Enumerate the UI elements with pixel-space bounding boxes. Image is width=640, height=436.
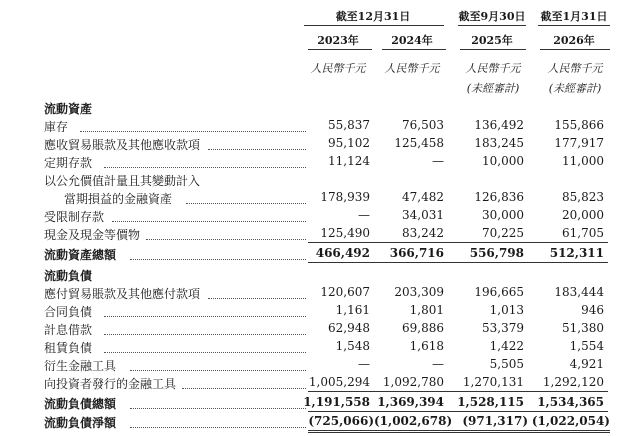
value-2024: — <box>432 357 444 371</box>
header-unit-2023: 人民幣千元 <box>310 62 366 75</box>
net-double-rule <box>308 430 610 433</box>
header-unaudited-2025: (未經審計) <box>466 82 520 95</box>
row-label-total: 流動資產總額 <box>44 248 117 262</box>
row-label: 應收貿易賬款及其他應收款項 <box>44 138 201 152</box>
value-2026: 11,000 <box>562 154 604 168</box>
header-unaudited-2026: (未經審計) <box>548 82 602 95</box>
value-2024: 1,369,394 <box>377 395 444 409</box>
header-group-sep30: 截至9月30日 <box>458 10 526 23</box>
value-2023: 1,191,558 <box>303 395 370 409</box>
value-2023: 1,161 <box>335 303 370 317</box>
value-2026: 4,921 <box>569 357 604 371</box>
value-2024: 1,092,780 <box>382 375 444 389</box>
row-label: 向投資者發行的金融工具 <box>44 377 177 391</box>
row-label: 定期存款 <box>44 156 93 170</box>
header-group-dec31-rule <box>304 25 444 26</box>
header-unit-2026: 人民幣千元 <box>547 62 603 75</box>
value-2025: 10,000 <box>482 154 524 168</box>
leader-dots <box>208 139 306 150</box>
leader-dots <box>130 249 306 260</box>
row-label: 租賃負債 <box>44 341 93 355</box>
value-2023: 62,948 <box>328 321 370 335</box>
value-2023: (725,066) <box>308 414 374 428</box>
value-2024: 83,242 <box>402 226 444 240</box>
value-2025: 126,836 <box>474 190 524 204</box>
header-year-2024-rule <box>382 49 446 50</box>
value-2026: 946 <box>581 303 604 317</box>
value-2025: 556,798 <box>469 246 524 260</box>
value-2023: 125,490 <box>320 226 370 240</box>
value-2023: 55,837 <box>328 118 370 132</box>
row-label: 庫存 <box>44 120 69 134</box>
section-title-current-assets: 流動資產 <box>44 102 93 116</box>
value-2023: — <box>358 208 370 222</box>
value-2025: 70,225 <box>482 226 524 240</box>
subtotal-rule <box>308 242 608 243</box>
leader-dots <box>104 157 306 168</box>
value-2025: 136,492 <box>474 118 524 132</box>
value-2026: 61,705 <box>562 226 604 240</box>
row-label: 衍生金融工具 <box>44 359 117 373</box>
leader-dots <box>104 342 306 353</box>
value-2024: 366,716 <box>389 246 444 260</box>
value-2025: 5,505 <box>489 357 524 371</box>
value-2025: (971,317) <box>462 414 528 428</box>
value-2026: 512,311 <box>549 246 604 260</box>
header-group-jan31: 截至1月31日 <box>540 10 608 23</box>
value-2023: 178,939 <box>320 190 370 204</box>
value-2024: 76,503 <box>402 118 444 132</box>
value-2026: 1,534,365 <box>537 395 604 409</box>
header-year-2023: 2023年 <box>317 34 359 47</box>
leader-dots <box>80 121 306 132</box>
leader-dots <box>130 360 306 371</box>
row-label: 以公允價值計量且其變動計入 <box>44 174 201 188</box>
leader-dots <box>104 324 306 335</box>
value-2024: 69,886 <box>402 321 444 335</box>
value-2023: 1,005,294 <box>308 375 370 389</box>
value-2023: 1,548 <box>335 339 370 353</box>
header-group-jan31-rule <box>538 25 610 26</box>
header-unit-2024: 人民幣千元 <box>384 62 440 75</box>
leader-dots <box>130 398 306 409</box>
leader-dots <box>112 211 306 222</box>
value-2024: — <box>432 154 444 168</box>
row-label: 應付貿易賬款及其他應付款項 <box>44 287 201 301</box>
total-rule <box>308 411 608 412</box>
subtotal-rule <box>308 391 608 392</box>
section-title-current-liabilities: 流動負債 <box>44 269 93 283</box>
value-2025: 196,665 <box>474 285 524 299</box>
header-year-2026-rule <box>540 49 610 50</box>
value-2024: 1,618 <box>409 339 444 353</box>
value-2026: 177,917 <box>554 136 604 150</box>
value-2026: 20,000 <box>562 208 604 222</box>
leader-dots <box>208 288 306 299</box>
header-year-2026: 2026年 <box>553 34 595 47</box>
value-2024: 47,482 <box>402 190 444 204</box>
value-2026: 51,380 <box>562 321 604 335</box>
value-2026: 1,292,120 <box>542 375 604 389</box>
row-label-total: 流動負債總額 <box>44 397 117 411</box>
header-year-2024: 2024年 <box>391 34 433 47</box>
value-2025: 1,422 <box>489 339 524 353</box>
row-label-net: 流動負債淨額 <box>44 416 117 430</box>
value-2025: 30,000 <box>482 208 524 222</box>
header-group-sep30-rule <box>458 25 526 26</box>
header-group-dec31: 截至12月31日 <box>335 10 411 23</box>
value-2023: 11,124 <box>328 154 370 168</box>
value-2026: 85,823 <box>562 190 604 204</box>
row-label: 受限制存款 <box>44 210 105 224</box>
header-year-2025: 2025年 <box>471 34 513 47</box>
value-2024: (1,002,678) <box>374 414 453 428</box>
total-rule <box>308 262 608 263</box>
value-2026: 183,444 <box>554 285 604 299</box>
value-2025: 1,270,131 <box>462 375 524 389</box>
leader-dots <box>104 306 306 317</box>
row-label: 合同負債 <box>44 305 93 319</box>
header-year-2023-rule <box>308 49 372 50</box>
row-label: 當期損益的金融資產 <box>64 192 173 206</box>
value-2024: 125,458 <box>394 136 444 150</box>
value-2026: (1,022,054) <box>531 414 610 428</box>
row-label: 計息借款 <box>44 323 93 337</box>
value-2024: 34,031 <box>402 208 444 222</box>
row-label: 現金及現金等價物 <box>44 228 141 242</box>
value-2023: 95,102 <box>328 136 370 150</box>
value-2024: 1,801 <box>409 303 444 317</box>
value-2025: 1,528,115 <box>457 395 524 409</box>
value-2023: 120,607 <box>320 285 370 299</box>
header-year-2025-rule <box>460 49 526 50</box>
value-2025: 1,013 <box>489 303 524 317</box>
leader-dots <box>146 229 306 240</box>
value-2025: 183,245 <box>474 136 524 150</box>
leader-dots <box>182 378 306 389</box>
value-2023: — <box>358 357 370 371</box>
value-2026: 1,554 <box>569 339 604 353</box>
header-unit-2025: 人民幣千元 <box>465 62 521 75</box>
leader-dots <box>186 193 306 204</box>
value-2024: 203,309 <box>394 285 444 299</box>
leader-dots <box>130 417 306 428</box>
value-2025: 53,379 <box>482 321 524 335</box>
value-2023: 466,492 <box>315 246 370 260</box>
value-2026: 155,866 <box>554 118 604 132</box>
